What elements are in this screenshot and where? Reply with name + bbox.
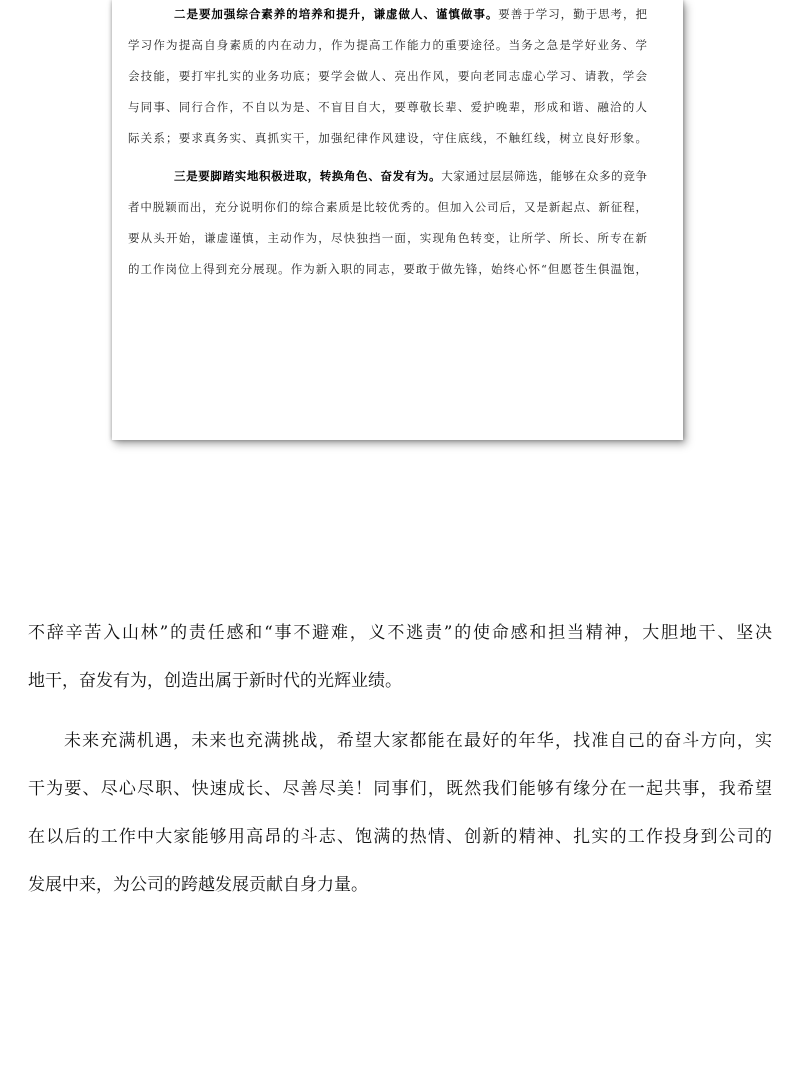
body-line: 不辞辛苦入山林”的责任感和“事不避难，义不逃责”的使命感和担当精神，大胆地干、坚决 xyxy=(28,623,772,643)
paragraph-3-heading: 三是要脚踏实地积极进取，转换角色、奋发有为。 xyxy=(174,169,442,183)
paragraph-2-heading: 二是要加强综合素养的培养和提升，谦虚做人、谨慎做事。 xyxy=(174,7,499,21)
body-line: 在以后的工作中大家能够用高昂的斗志、饱满的热情、创新的精神、扎实的工作投身到公司的 xyxy=(28,827,772,847)
body-line: 未来充满机遇，未来也充满挑战，希望大家都能在最好的年华，找准自己的奋斗方向，实 xyxy=(64,731,772,751)
paragraph-2-line: 与同事、同行合作，不自以为是、不盲目自大，要尊敬长辈、爱护晚辈，形成和谐、融洽的人 xyxy=(128,100,647,114)
body-line: 地干，奋发有为，创造出属于新时代的光辉业绩。 xyxy=(28,671,402,691)
paragraph-3-line xyxy=(128,169,647,183)
text: 要善于学习，勤于思考，把 xyxy=(498,7,647,21)
paragraph-3-line: 要从头开始，谦虚谨慎，主动作为，尽快独挡一面，实现角色转变，让所学、所长、所专在新 xyxy=(128,231,647,245)
paragraph-2-line xyxy=(128,7,647,21)
page-preview xyxy=(112,0,683,440)
paragraph-2-line: 学习作为提高自身素质的内在动力，作为提高工作能力的重要途径。当务之急是学好业务、学 xyxy=(128,38,647,52)
paragraph-2-line: 会技能，要打牢扎实的业务功底；要学会做人、亮出作风，要向老同志虚心学习、请教，学会 xyxy=(128,69,647,83)
text: 大家通过层层筛选，能够在众多的竞争 xyxy=(441,169,648,183)
paragraph-3-line: 者中脱颖而出，充分说明你们的综合素质是比较优秀的。但加入公司后，又是新起点、新征程， xyxy=(128,200,647,214)
paragraph-2-line: 际关系；要求真务实、真抓实干，加强纪律作风建设，守住底线，不触红线，树立良好形象。 xyxy=(128,131,647,145)
body-line: 干为要、尽心尽职、快速成长、尽善尽美！同事们，既然我们能够有缘分在一起共事，我希望 xyxy=(28,779,772,799)
paragraph-3-line: 的工作岗位上得到充分展现。作为新入职的同志，要敢于做先锋，始终心怀“但愿苍生俱温饱， xyxy=(128,262,647,276)
body-line: 发展中来，为公司的跨越发展贡献自身力量。 xyxy=(28,875,368,895)
